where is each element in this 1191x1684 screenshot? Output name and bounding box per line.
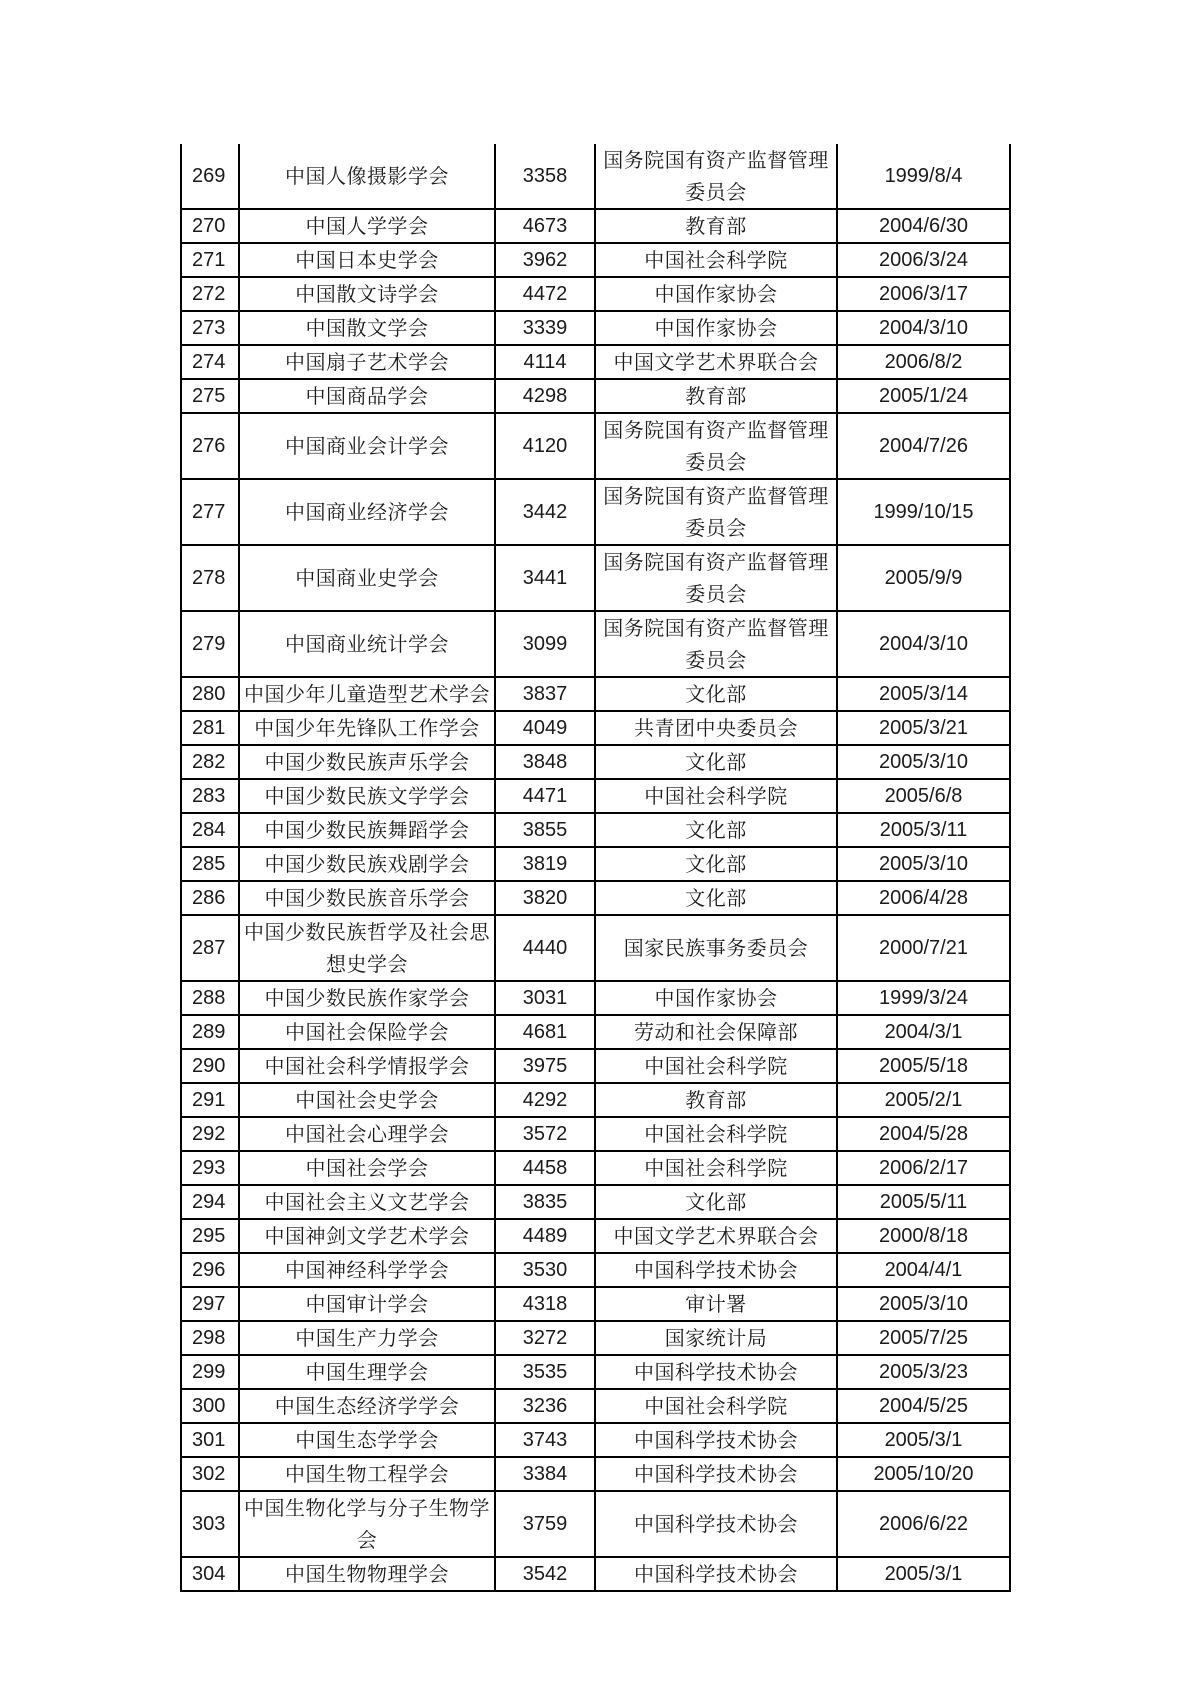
registration-date: 2005/9/9 [837,545,1010,611]
supervising-organization: 中国科学技术协会 [595,1491,837,1557]
supervising-organization: 国家统计局 [595,1321,837,1355]
table-row [181,209,1010,243]
society-name: 中国散文学会 [239,311,495,345]
row-number: 280 [181,677,239,711]
row-number: 272 [181,277,239,311]
table-row [181,779,1010,813]
table-row [181,915,1010,981]
table-row [181,1117,1010,1151]
row-number: 283 [181,779,239,813]
registration-code: 3441 [495,545,595,611]
table-row [181,479,1010,545]
registration-date: 2006/3/24 [837,243,1010,277]
society-name: 中国社会学会 [239,1151,495,1185]
registration-code: 4440 [495,915,595,981]
row-number: 301 [181,1423,239,1457]
registration-code: 3848 [495,745,595,779]
registration-date: 2005/3/10 [837,847,1010,881]
supervising-organization: 中国作家协会 [595,277,837,311]
registration-code: 3530 [495,1253,595,1287]
registration-date: 2006/8/2 [837,345,1010,379]
registration-date: 2006/2/17 [837,1151,1010,1185]
table-row [181,813,1010,847]
registration-date: 2005/5/11 [837,1185,1010,1219]
table-row [181,1219,1010,1253]
society-name: 中国商业经济学会 [239,479,495,545]
table-row [181,745,1010,779]
registration-code: 4681 [495,1015,595,1049]
registration-code: 3535 [495,1355,595,1389]
supervising-organization: 国务院国有资产监督管理委员会 [595,144,837,209]
society-name: 中国生物工程学会 [239,1457,495,1491]
row-number: 287 [181,915,239,981]
supervising-organization: 中国文学艺术界联合会 [595,345,837,379]
society-name: 中国少数民族音乐学会 [239,881,495,915]
table-body [181,144,1010,1591]
society-name: 中国少数民族哲学及社会思想史学会 [239,915,495,981]
society-name: 中国人学学会 [239,209,495,243]
supervising-organization: 中国科学技术协会 [595,1557,837,1591]
society-name: 中国少数民族舞蹈学会 [239,813,495,847]
society-name: 中国生物物理学会 [239,1557,495,1591]
row-number: 300 [181,1389,239,1423]
supervising-organization: 中国社会科学院 [595,1151,837,1185]
supervising-organization: 国家民族事务委员会 [595,915,837,981]
society-name: 中国生态学学会 [239,1423,495,1457]
registration-date: 2005/3/11 [837,813,1010,847]
registration-code: 3820 [495,881,595,915]
registration-code: 3835 [495,1185,595,1219]
supervising-organization: 教育部 [595,379,837,413]
supervising-organization: 中国社会科学院 [595,1389,837,1423]
registration-date: 2005/3/21 [837,711,1010,745]
registration-date: 2000/7/21 [837,915,1010,981]
society-name: 中国生物化学与分子生物学会 [239,1491,495,1557]
row-number: 279 [181,611,239,677]
row-number: 292 [181,1117,239,1151]
supervising-organization: 共青团中央委员会 [595,711,837,745]
row-number: 271 [181,243,239,277]
society-name: 中国商业史学会 [239,545,495,611]
registration-date: 2005/3/10 [837,1287,1010,1321]
supervising-organization: 中国科学技术协会 [595,1423,837,1457]
supervising-organization: 中国社会科学院 [595,243,837,277]
table-row [181,1491,1010,1557]
row-number: 297 [181,1287,239,1321]
table-row [181,277,1010,311]
society-name: 中国扇子艺术学会 [239,345,495,379]
registration-code: 3743 [495,1423,595,1457]
registration-code: 3837 [495,677,595,711]
registration-code: 3384 [495,1457,595,1491]
row-number: 282 [181,745,239,779]
registration-date: 2004/3/10 [837,611,1010,677]
society-name: 中国少数民族文学学会 [239,779,495,813]
registration-code: 3099 [495,611,595,677]
supervising-organization: 国务院国有资产监督管理委员会 [595,413,837,479]
registration-code: 4471 [495,779,595,813]
supervising-organization: 教育部 [595,209,837,243]
row-number: 276 [181,413,239,479]
row-number: 295 [181,1219,239,1253]
supervising-organization: 审计署 [595,1287,837,1321]
row-number: 290 [181,1049,239,1083]
table-row [181,1557,1010,1591]
supervising-organization: 中国科学技术协会 [595,1457,837,1491]
registration-code: 3272 [495,1321,595,1355]
registration-code: 3236 [495,1389,595,1423]
table-row [181,1287,1010,1321]
registration-date: 2005/3/10 [837,745,1010,779]
registration-date: 2005/3/1 [837,1557,1010,1591]
row-number: 288 [181,981,239,1015]
registration-date: 2004/3/1 [837,1015,1010,1049]
registration-code: 3542 [495,1557,595,1591]
registration-code: 3975 [495,1049,595,1083]
registration-date: 2005/3/14 [837,677,1010,711]
table-row [181,1015,1010,1049]
society-name: 中国社会心理学会 [239,1117,495,1151]
society-name: 中国商品学会 [239,379,495,413]
row-number: 273 [181,311,239,345]
table-row [181,1321,1010,1355]
society-name: 中国少年先锋队工作学会 [239,711,495,745]
supervising-organization: 文化部 [595,847,837,881]
table-row [181,881,1010,915]
registration-date: 2006/6/22 [837,1491,1010,1557]
registration-code: 4292 [495,1083,595,1117]
society-name: 中国少数民族声乐学会 [239,745,495,779]
supervising-organization: 劳动和社会保障部 [595,1015,837,1049]
row-number: 304 [181,1557,239,1591]
supervising-organization: 中国科学技术协会 [595,1253,837,1287]
supervising-organization: 文化部 [595,1185,837,1219]
supervising-organization: 国务院国有资产监督管理委员会 [595,611,837,677]
society-name: 中国日本史学会 [239,243,495,277]
society-name: 中国少数民族作家学会 [239,981,495,1015]
table-row [181,144,1010,209]
row-number: 269 [181,144,239,209]
registration-code: 3759 [495,1491,595,1557]
registration-code: 3572 [495,1117,595,1151]
registration-date: 1999/10/15 [837,479,1010,545]
row-number: 303 [181,1491,239,1557]
registration-date: 2004/6/30 [837,209,1010,243]
table-row [181,545,1010,611]
row-number: 299 [181,1355,239,1389]
table-row [181,1253,1010,1287]
registration-date: 2000/8/18 [837,1219,1010,1253]
table-row [181,243,1010,277]
registration-code: 3031 [495,981,595,1015]
row-number: 275 [181,379,239,413]
society-name: 中国社会主义文艺学会 [239,1185,495,1219]
registration-code: 3855 [495,813,595,847]
registration-code: 4472 [495,277,595,311]
registration-date: 2005/7/25 [837,1321,1010,1355]
registration-date: 2005/3/23 [837,1355,1010,1389]
registration-date: 2005/6/8 [837,779,1010,813]
registration-date: 2005/3/1 [837,1423,1010,1457]
row-number: 277 [181,479,239,545]
table-row [181,677,1010,711]
table-row [181,413,1010,479]
supervising-organization: 文化部 [595,745,837,779]
registration-code: 4114 [495,345,595,379]
society-name: 中国生态经济学学会 [239,1389,495,1423]
registration-date: 2004/5/28 [837,1117,1010,1151]
society-name: 中国社会史学会 [239,1083,495,1117]
registration-date: 1999/3/24 [837,981,1010,1015]
registration-code: 4673 [495,209,595,243]
registration-code: 3819 [495,847,595,881]
registration-date: 2005/10/20 [837,1457,1010,1491]
table-row [181,1355,1010,1389]
registration-date: 2005/5/18 [837,1049,1010,1083]
table-row [181,981,1010,1015]
supervising-organization: 中国社会科学院 [595,1117,837,1151]
registration-code: 4120 [495,413,595,479]
society-name: 中国生理学会 [239,1355,495,1389]
registration-code: 3358 [495,144,595,209]
registration-code: 3962 [495,243,595,277]
supervising-organization: 中国社会科学院 [595,779,837,813]
society-name: 中国人像摄影学会 [239,144,495,209]
table-row [181,345,1010,379]
table-row [181,311,1010,345]
registration-date: 1999/8/4 [837,144,1010,209]
table-row [181,1423,1010,1457]
table-row [181,847,1010,881]
row-number: 281 [181,711,239,745]
table-row [181,1389,1010,1423]
row-number: 270 [181,209,239,243]
registration-date: 2005/2/1 [837,1083,1010,1117]
society-name: 中国商业会计学会 [239,413,495,479]
society-name: 中国神剑文学艺术学会 [239,1219,495,1253]
table-row [181,1083,1010,1117]
society-name: 中国神经科学学会 [239,1253,495,1287]
supervising-organization: 中国科学技术协会 [595,1355,837,1389]
registration-code: 4489 [495,1219,595,1253]
row-number: 285 [181,847,239,881]
registration-date: 2005/1/24 [837,379,1010,413]
row-number: 293 [181,1151,239,1185]
row-number: 278 [181,545,239,611]
registration-code: 4458 [495,1151,595,1185]
supervising-organization: 文化部 [595,813,837,847]
registration-date: 2004/4/1 [837,1253,1010,1287]
registration-date: 2004/3/10 [837,311,1010,345]
registration-date: 2006/3/17 [837,277,1010,311]
table-row [181,1457,1010,1491]
row-number: 294 [181,1185,239,1219]
row-number: 296 [181,1253,239,1287]
table-row [181,611,1010,677]
registration-code: 4318 [495,1287,595,1321]
society-name: 中国生产力学会 [239,1321,495,1355]
society-name: 中国商业统计学会 [239,611,495,677]
society-name: 中国审计学会 [239,1287,495,1321]
society-registry-table [180,144,1011,1592]
registration-date: 2006/4/28 [837,881,1010,915]
row-number: 298 [181,1321,239,1355]
row-number: 289 [181,1015,239,1049]
supervising-organization: 中国文学艺术界联合会 [595,1219,837,1253]
supervising-organization: 国务院国有资产监督管理委员会 [595,545,837,611]
supervising-organization: 中国社会科学院 [595,1049,837,1083]
table-row [181,1185,1010,1219]
row-number: 286 [181,881,239,915]
table-row [181,1049,1010,1083]
society-name: 中国散文诗学会 [239,277,495,311]
supervising-organization: 文化部 [595,677,837,711]
society-name: 中国少数民族戏剧学会 [239,847,495,881]
row-number: 274 [181,345,239,379]
registration-code: 3339 [495,311,595,345]
registration-date: 2004/7/26 [837,413,1010,479]
supervising-organization: 国务院国有资产监督管理委员会 [595,479,837,545]
society-name: 中国少年儿童造型艺术学会 [239,677,495,711]
table-row [181,711,1010,745]
supervising-organization: 文化部 [595,881,837,915]
registration-code: 4298 [495,379,595,413]
row-number: 284 [181,813,239,847]
registration-code: 4049 [495,711,595,745]
supervising-organization: 中国作家协会 [595,311,837,345]
society-name: 中国社会科学情报学会 [239,1049,495,1083]
supervising-organization: 中国作家协会 [595,981,837,1015]
registration-code: 3442 [495,479,595,545]
registration-date: 2004/5/25 [837,1389,1010,1423]
row-number: 291 [181,1083,239,1117]
table-row [181,379,1010,413]
supervising-organization: 教育部 [595,1083,837,1117]
table-row [181,1151,1010,1185]
society-name: 中国社会保险学会 [239,1015,495,1049]
row-number: 302 [181,1457,239,1491]
